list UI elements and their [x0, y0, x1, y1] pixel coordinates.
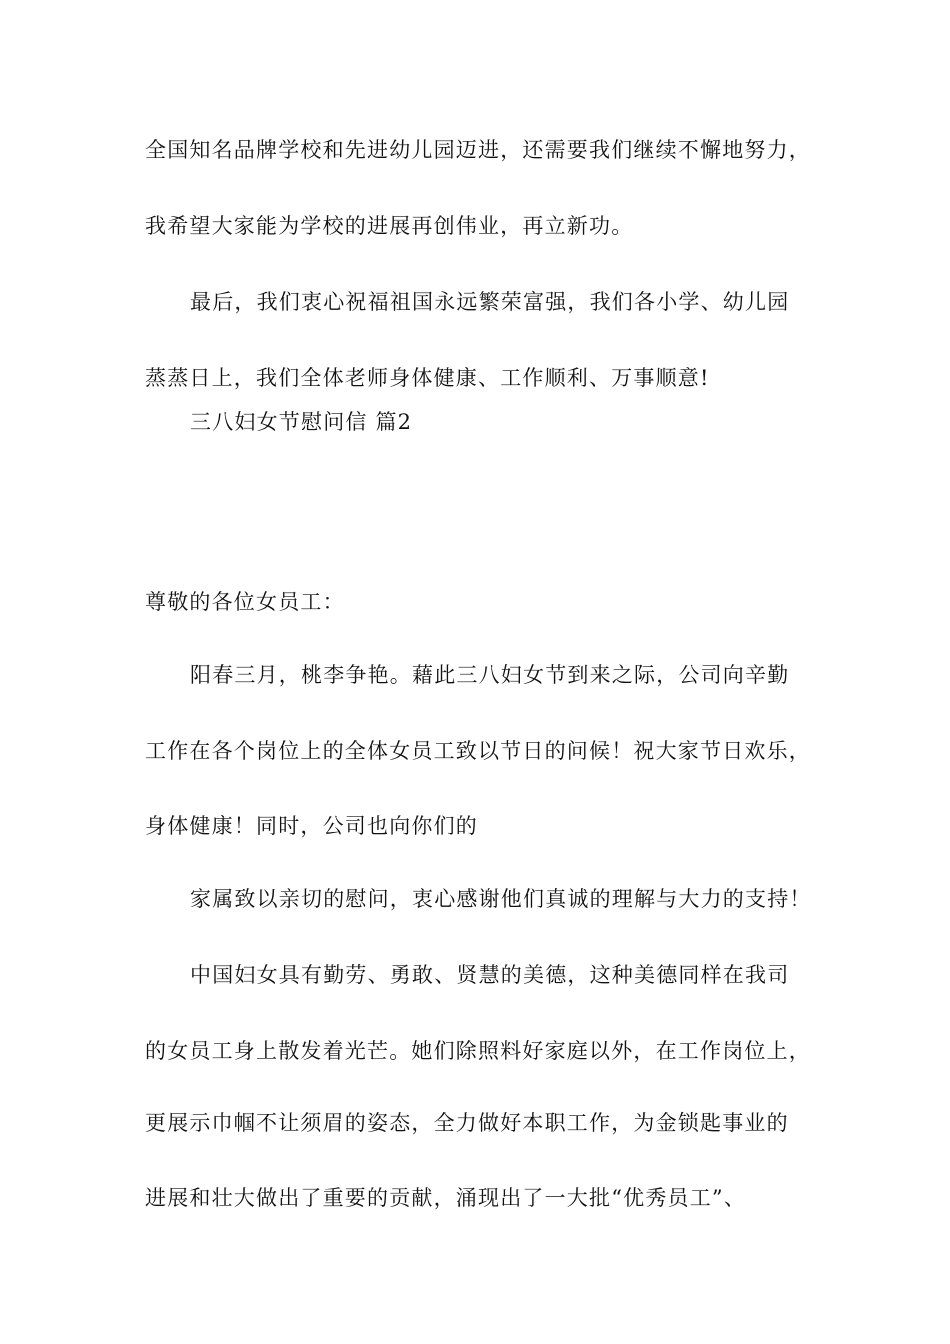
- paragraph-line: 中国妇女具有勤劳、勇敢、贤慧的美德，这种美德同样在我司: [190, 963, 790, 987]
- paragraph-line: 身体健康！同时，公司也向你们的: [145, 814, 478, 838]
- paragraph-line: 工作在各个岗位上的全体女员工致以节日的问候！祝大家节日欢乐，: [145, 739, 811, 763]
- paragraph-line: 最后，我们衷心祝福祖国永远繁荣富强，我们各小学、幼儿园: [190, 290, 790, 314]
- section-heading: 三八妇女节慰问信 篇2: [190, 410, 413, 434]
- paragraph-line: 全国知名品牌学校和先进幼儿园迈进，还需要我们继续不懈地努力，: [145, 138, 811, 162]
- salutation: 尊敬的各位女员工：: [145, 590, 345, 614]
- paragraph-line: 家属致以亲切的慰问，衷心感谢他们真诚的理解与大力的支持！: [190, 887, 812, 911]
- paragraph-line: 阳春三月，桃李争艳。藉此三八妇女节到来之际，公司向辛勤: [190, 663, 790, 687]
- paragraph-line: 蒸蒸日上，我们全体老师身体健康、工作顺利、万事顺意!: [145, 366, 710, 390]
- paragraph-line: 更展示巾帼不让须眉的姿态，全力做好本职工作，为金锁匙事业的: [145, 1111, 789, 1135]
- paragraph-line: 的女员工身上散发着光芒。她们除照料好家庭以外，在工作岗位上，: [145, 1039, 811, 1063]
- paragraph-line: 进展和壮大做出了重要的贡献，涌现出了一大批“优秀员工”、: [145, 1186, 747, 1210]
- paragraph-line: 我希望大家能为学校的进展再创伟业，再立新功。: [145, 214, 634, 238]
